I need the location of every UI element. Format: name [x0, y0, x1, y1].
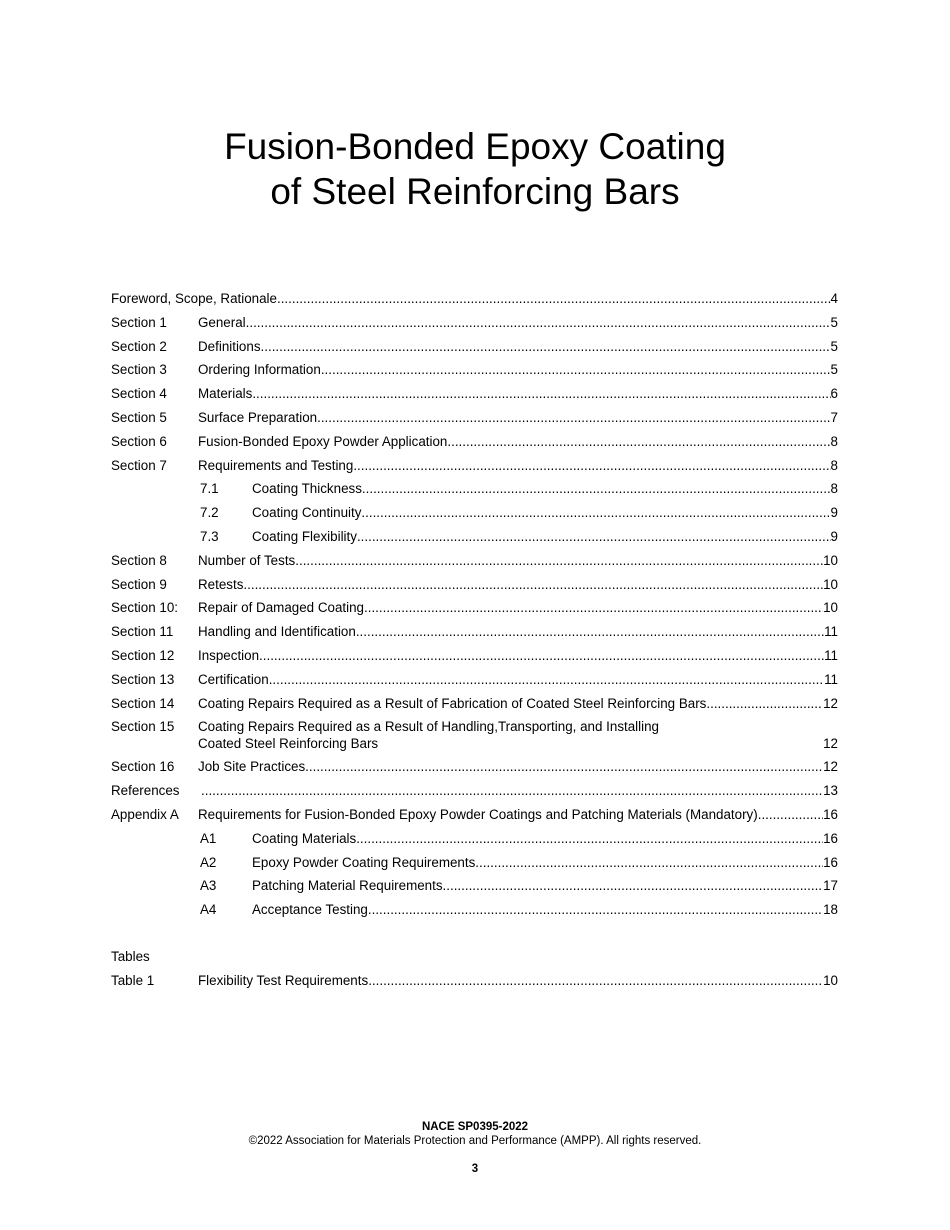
toc-page: 10 — [823, 576, 838, 592]
toc-label: Appendix A — [111, 806, 179, 822]
leader-dots — [356, 624, 824, 640]
toc-page: 18 — [823, 902, 838, 918]
toc-page: 16 — [823, 854, 838, 870]
toc-subnum: 7.2 — [200, 505, 219, 521]
toc-text: General — [198, 314, 246, 330]
toc-text: Retests — [198, 576, 244, 592]
toc-row-section[interactable] — [111, 315, 838, 339]
toc-label: Section 7 — [111, 457, 167, 473]
toc-page: 9 — [830, 528, 838, 544]
leader-dots — [447, 434, 830, 450]
leader-dots — [357, 529, 831, 545]
leader-dots — [259, 648, 824, 664]
toc-text: Coating Materials — [252, 830, 357, 846]
leader-dots — [362, 481, 831, 497]
toc-text: Coating Flexibility — [252, 528, 357, 544]
toc-label: Section 6 — [111, 433, 167, 449]
toc-subnum: 7.1 — [200, 481, 219, 497]
toc-text: Coating Continuity — [252, 505, 362, 521]
toc-row-references[interactable] — [111, 783, 838, 807]
toc-row-section[interactable] — [111, 458, 838, 482]
page-footer — [0, 1120, 950, 1148]
toc-text: Epoxy Powder Coating Requirements — [252, 854, 476, 870]
toc-page: 4 — [830, 291, 838, 306]
toc-label: Section 1 — [111, 314, 167, 330]
toc-page: 11 — [824, 647, 838, 663]
toc-row-section[interactable] — [111, 696, 838, 720]
toc-label: References — [111, 783, 180, 799]
toc-row-section[interactable] — [111, 672, 838, 696]
leader-dots — [758, 807, 823, 823]
title-line-2: of Steel Reinforcing Bars — [270, 171, 680, 212]
toc-page: 5 — [830, 314, 838, 330]
toc-page: 8 — [830, 481, 838, 497]
leader-dots — [317, 410, 830, 426]
toc-label: Table 1 — [111, 972, 155, 988]
toc-text: Materials — [198, 386, 253, 402]
toc-page: 11 — [824, 624, 838, 640]
toc-text: Repair of Damaged Coating — [198, 600, 364, 616]
toc-page: 10 — [823, 600, 838, 616]
toc-label: Section 12 — [111, 647, 175, 663]
toc-text: Inspection — [198, 647, 260, 663]
toc-text-line-2: Coated Steel Reinforcing Bars — [198, 736, 379, 752]
toc-page: 8 — [830, 433, 838, 449]
toc-row-subsection[interactable] — [111, 855, 838, 879]
toc-text: Fusion-Bonded Epoxy Powder Application — [198, 433, 448, 449]
leader-dots — [277, 291, 831, 307]
toc-row-appendix[interactable] — [111, 807, 838, 831]
leader-dots — [356, 831, 823, 847]
toc-row-section[interactable] — [111, 624, 838, 648]
leader-dots — [475, 855, 823, 871]
toc-text: Patching Material Requirements — [252, 878, 443, 894]
toc-text: Certification — [198, 671, 269, 687]
tables-heading: Tables — [111, 948, 150, 964]
leader-dots — [443, 878, 824, 894]
toc-row-subsection[interactable] — [111, 831, 838, 855]
toc-row-section[interactable] — [111, 553, 838, 577]
toc-row-section[interactable] — [111, 577, 838, 601]
toc-label: Section 14 — [111, 695, 175, 711]
toc-row-subsection[interactable] — [111, 529, 838, 553]
toc-row-section[interactable] — [111, 410, 838, 434]
leader-dots — [201, 783, 823, 799]
toc-text: Flexibility Test Requirements — [198, 972, 369, 988]
toc-label: Section 9 — [111, 576, 167, 592]
toc-label: Section 15 — [111, 719, 175, 735]
toc-page: 5 — [830, 362, 838, 378]
leader-dots — [353, 458, 830, 474]
leader-dots — [305, 759, 823, 775]
table-of-contents — [111, 291, 838, 997]
toc-page: 12 — [823, 695, 838, 711]
toc-text: Requirements for Fusion-Bonded Epoxy Powder Coatings and Patching Materials (Mandatory) — [198, 806, 758, 822]
toc-label: Section 4 — [111, 386, 167, 402]
leader-dots — [368, 973, 823, 989]
toc-page: 6 — [830, 386, 838, 402]
toc-page: 11 — [824, 671, 838, 687]
leader-dots — [295, 553, 823, 569]
toc-row-subsection[interactable] — [111, 878, 838, 902]
toc-row-table[interactable] — [111, 973, 838, 997]
leader-dots — [269, 672, 824, 688]
toc-text: Acceptance Testing — [252, 902, 368, 918]
toc-row-foreword[interactable] — [111, 291, 838, 315]
toc-text: Foreword, Scope, Rationale — [111, 291, 277, 306]
leader-dots — [364, 600, 823, 616]
toc-row-section[interactable] — [111, 434, 838, 458]
toc-page: 12 — [823, 759, 838, 775]
toc-page: 12 — [823, 736, 838, 752]
toc-page: 16 — [823, 830, 838, 846]
toc-text: Surface Preparation — [198, 409, 318, 425]
toc-page: 10 — [823, 972, 838, 988]
toc-subnum: A4 — [200, 902, 217, 918]
document-id: NACE SP0395-2022 — [421, 1121, 529, 1133]
copyright-notice: ©2022 Association for Materials Protection and Performance (AMPP). All rights reserved. — [248, 1135, 702, 1147]
toc-text: Coating Repairs Required as a Result of Fabrication of Coated Steel Reinforcing Bars — [198, 695, 707, 711]
toc-subnum: A2 — [200, 854, 217, 870]
toc-page: 16 — [823, 806, 838, 822]
toc-text: Handling and Identification — [198, 624, 356, 640]
toc-text-line-1: Coating Repairs Required as a Result of Handling,Transporting, and Installing — [198, 719, 659, 735]
toc-label: Section 10: — [111, 600, 178, 616]
toc-label: Section 13 — [111, 671, 175, 687]
toc-page: 8 — [830, 457, 838, 473]
toc-row-section[interactable] — [111, 648, 838, 672]
toc-page: 9 — [830, 505, 838, 521]
leader-dots — [321, 362, 831, 378]
toc-page: 5 — [830, 338, 838, 354]
toc-row-subsection[interactable] — [111, 481, 838, 505]
toc-subnum: A3 — [200, 878, 217, 894]
toc-row-section[interactable] — [111, 600, 838, 624]
toc-page: 7 — [830, 409, 838, 425]
toc-text: Definitions — [198, 338, 261, 354]
page-title — [0, 124, 950, 214]
toc-page: 13 — [823, 783, 838, 799]
leader-dots — [246, 315, 831, 331]
toc-row-subsection[interactable] — [111, 505, 838, 529]
toc-text: Ordering Information — [198, 362, 321, 378]
leader-dots — [368, 902, 823, 918]
toc-text: Number of Tests — [198, 552, 296, 568]
toc-subnum: 7.3 — [200, 528, 219, 544]
toc-label: Section 2 — [111, 338, 167, 354]
toc-row-subsection[interactable] — [111, 902, 838, 926]
toc-row-section[interactable] — [111, 759, 838, 783]
toc-text: Requirements and Testing — [198, 457, 354, 473]
toc-text: Coating Thickness — [252, 481, 362, 497]
spacer — [111, 926, 838, 949]
leader-dots — [243, 577, 823, 593]
toc-text: Job Site Practices — [198, 759, 306, 775]
toc-row-section[interactable] — [111, 386, 838, 410]
toc-subnum: A1 — [200, 830, 217, 846]
toc-row-section[interactable] — [111, 339, 838, 363]
page-number: 3 — [471, 1163, 479, 1175]
toc-page: 10 — [823, 552, 838, 568]
toc-page: 17 — [823, 878, 838, 894]
leader-dots — [361, 505, 830, 521]
leader-dots — [261, 339, 831, 355]
toc-label: Section 3 — [111, 362, 167, 378]
toc-label: Section 5 — [111, 409, 167, 425]
toc-row-section[interactable] — [111, 362, 838, 386]
toc-row-section-15[interactable] — [111, 719, 838, 759]
toc-label: Section 11 — [111, 624, 174, 640]
toc-label: Section 8 — [111, 552, 167, 568]
title-line-1: Fusion-Bonded Epoxy Coating — [224, 126, 726, 167]
leader-dots — [706, 696, 823, 712]
leader-dots — [252, 386, 830, 402]
toc-label: Section 16 — [111, 759, 175, 775]
